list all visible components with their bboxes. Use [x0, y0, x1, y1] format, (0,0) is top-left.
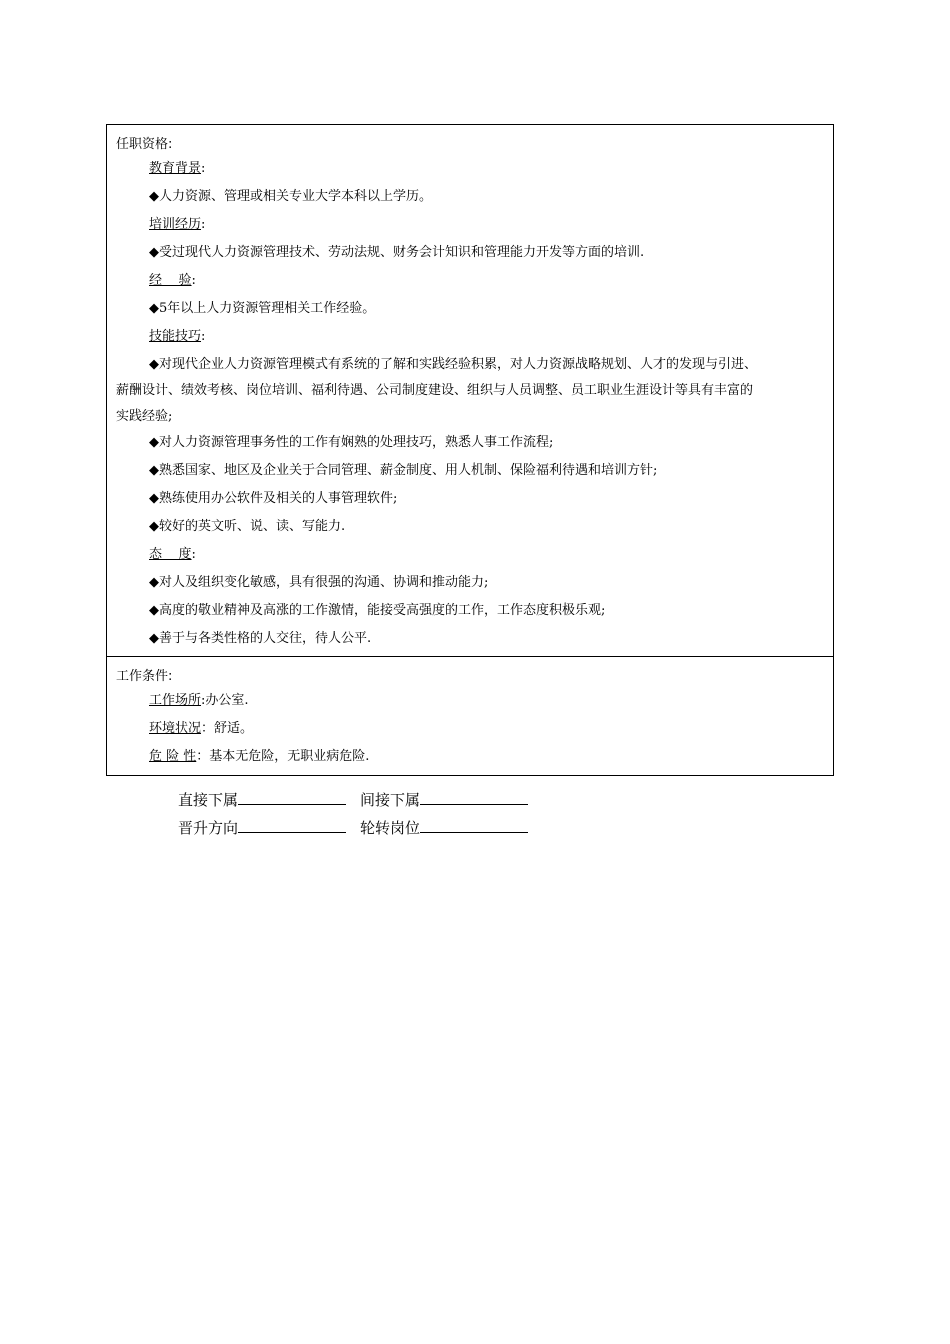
education-item: ◆人力资源、管理或相关专业大学本科以上学历。 — [149, 189, 432, 204]
attitude-item-2: ◆高度的敬业精神及高涨的工作激情，能接受高强度的工作，工作态度积极乐观; — [149, 603, 606, 618]
job-description-table — [106, 124, 834, 776]
work-place: 工作场所:办公室. — [149, 693, 249, 708]
footer-row-2 — [178, 817, 542, 838]
direct-subordinate-label: 直接下属 — [178, 791, 239, 809]
skills-item-4: ◆熟练使用办公软件及相关的人事管理软件; — [149, 491, 398, 506]
attitude-item-3: ◆善于与各类性格的人交往，待人公平. — [149, 631, 372, 646]
skills-item-1-line-3: 实践经验; — [116, 409, 173, 424]
training-item: ◆受过现代人力资源管理技术、劳动法规、财务会计知识和管理能力开发等方面的培训. — [149, 245, 645, 260]
rotation-label: 轮转岗位 — [360, 819, 421, 837]
promotion-blank[interactable] — [238, 818, 346, 833]
work-environment: 环境状况：舒适。 — [149, 721, 254, 736]
training-heading: 培训经历: — [149, 217, 206, 232]
attitude-item-1: ◆对人及组织变化敏感，具有很强的沟通、协调和推动能力; — [149, 575, 489, 590]
work-risk: 危 险 性：基本无危险，无职业病危险. — [149, 749, 370, 764]
qualifications-section — [107, 125, 833, 656]
skills-item-1-line-1: ◆对现代企业人力资源管理模式有系统的了解和实践经验积累，对人力资源战略规划、人才的发现与引进、 — [149, 357, 757, 372]
experience-heading: 经 验: — [149, 273, 196, 288]
direct-subordinate-blank[interactable] — [238, 790, 346, 805]
education-heading: 教育背景: — [149, 161, 206, 176]
work-conditions-section — [107, 656, 833, 775]
skills-item-2: ◆对人力资源管理事务性的工作有娴熟的处理技巧，熟悉人事工作流程; — [149, 435, 554, 450]
experience-item: ◆5年以上人力资源管理相关工作经验。 — [149, 301, 376, 316]
rotation-blank[interactable] — [420, 818, 528, 833]
work-conditions-title: 工作条件: — [116, 669, 173, 684]
skills-item-3: ◆熟悉国家、地区及企业关于合同管理、薪金制度、用人机制、保险福利待遇和培训方针; — [149, 463, 658, 478]
qualifications-title: 任职资格: — [116, 137, 173, 152]
skills-heading: 技能技巧: — [149, 329, 206, 344]
indirect-subordinate-label: 间接下属 — [360, 791, 421, 809]
indirect-subordinate-blank[interactable] — [420, 790, 528, 805]
skills-item-5: ◆较好的英文听、说、读、写能力. — [149, 519, 346, 534]
footer-row-1 — [178, 789, 542, 810]
promotion-label: 晋升方向 — [178, 819, 239, 837]
skills-item-1-line-2: 薪酬设计、绩效考核、岗位培训、福利待遇、公司制度建设、组织与人员调整、员工职业生涯设计等具有丰富的 — [116, 383, 754, 398]
attitude-heading: 态 度: — [149, 547, 196, 562]
